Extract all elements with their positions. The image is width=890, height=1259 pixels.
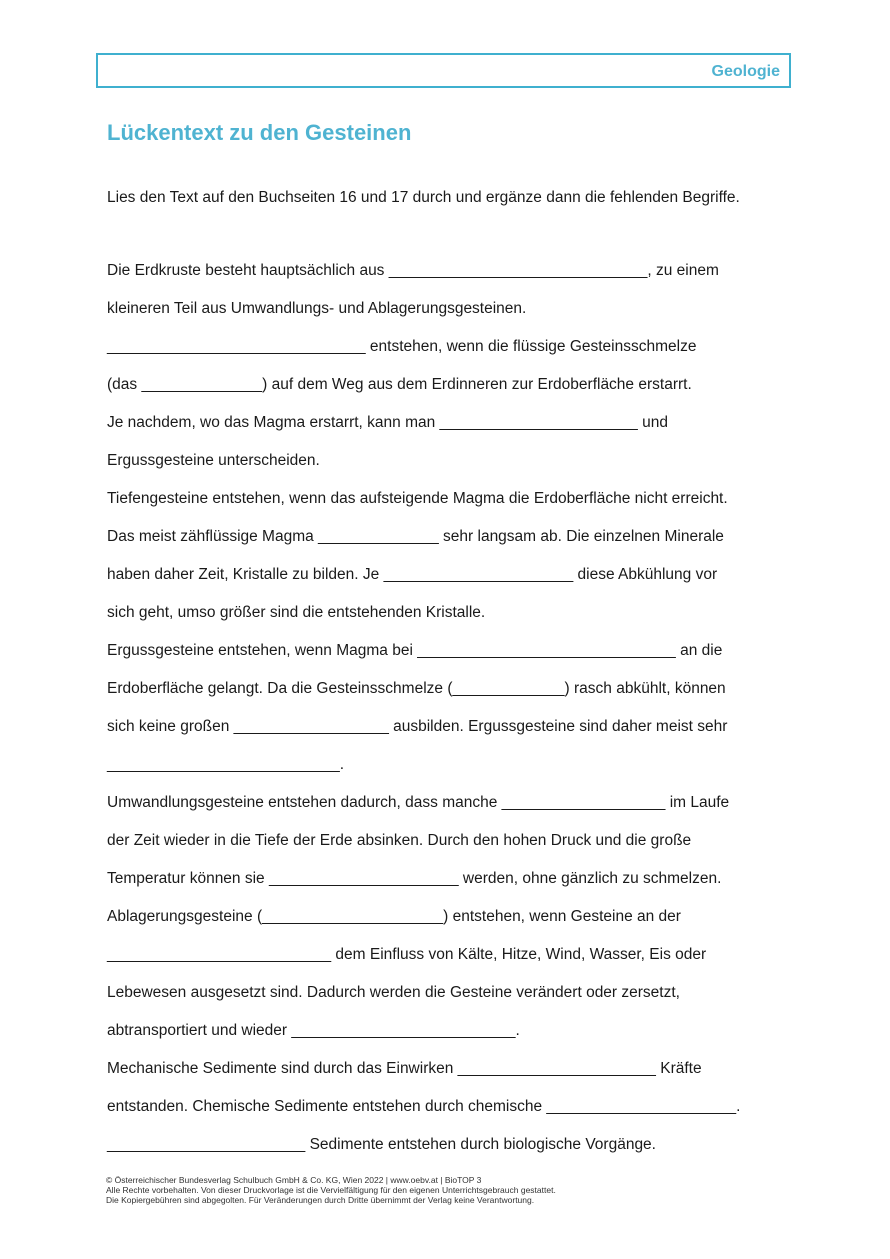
instruction-text: Lies den Text auf den Buchseiten 16 und 17 durch und ergänze dann die fehlenden Begriffe. xyxy=(107,189,740,206)
cloze-line: Ergussgesteine entstehen, wenn Magma bei ______________________________ an die xyxy=(107,642,723,659)
cloze-line: Umwandlungsgesteine entstehen dadurch, dass manche ___________________ im Laufe xyxy=(107,794,730,811)
cloze-line: Erdoberfläche gelangt. Da die Gesteinsschmelze (_____________) rasch abkühlt, können xyxy=(107,680,726,697)
header-box xyxy=(96,53,791,88)
cloze-line: der Zeit wieder in die Tiefe der Erde absinken. Durch den hohen Druck und die große xyxy=(107,832,692,849)
cloze-line: Die Erdkruste besteht hauptsächlich aus ______________________________, zu einem xyxy=(107,262,719,279)
cloze-line: abtransportiert und wieder __________________________. xyxy=(107,1022,520,1039)
cloze-line: Ablagerungsgesteine (_____________________) entstehen, wenn Gesteine an der xyxy=(107,908,681,925)
cloze-line: Mechanische Sedimente sind durch das Einwirken _______________________ Kräfte xyxy=(107,1060,702,1077)
cloze-line: kleineren Teil aus Umwandlungs- und Ablagerungsgesteinen. xyxy=(107,300,527,317)
copyright-footer xyxy=(106,1175,556,1205)
cloze-line: ______________________________ entstehen, wenn die flüssige Gesteinsschmelze xyxy=(107,338,697,355)
cloze-line: Tiefengesteine entstehen, wenn das aufsteigende Magma die Erdoberfläche nicht erreicht. xyxy=(107,490,728,507)
cloze-line: entstanden. Chemische Sedimente entstehen durch chemische ______________________. xyxy=(107,1098,741,1115)
cloze-line: Lebewesen ausgesetzt sind. Dadurch werden die Gesteine verändert oder zersetzt, xyxy=(107,984,680,1001)
cloze-line: haben daher Zeit, Kristalle zu bilden. Je ______________________ diese Abkühlung vor xyxy=(107,566,718,583)
cloze-line: sich geht, umso größer sind die entstehenden Kristalle. xyxy=(107,604,486,621)
cloze-line: _______________________ Sedimente entstehen durch biologische Vorgänge. xyxy=(107,1136,656,1153)
cloze-line: (das ______________) auf dem Weg aus dem Erdinneren zur Erdoberfläche erstarrt. xyxy=(107,376,692,393)
cloze-text xyxy=(107,252,797,1164)
subject-label: Geologie xyxy=(711,63,780,80)
cloze-line: Ergussgesteine unterscheiden. xyxy=(107,452,320,469)
cloze-line: Das meist zähflüssige Magma ______________ sehr langsam ab. Die einzelnen Minerale xyxy=(107,528,724,545)
footer-line: Alle Rechte vorbehalten. Von dieser Druckvorlage ist die Vervielfältigung für den eigenen Unterrichtsgebrauch gestattet. xyxy=(106,1185,556,1195)
cloze-line: sich keine großen __________________ ausbilden. Ergussgesteine sind daher meist sehr xyxy=(107,718,728,735)
cloze-line: ___________________________. xyxy=(107,756,345,773)
worksheet-title: Lückentext zu den Gesteinen xyxy=(107,120,412,145)
cloze-line: __________________________ dem Einfluss von Kälte, Hitze, Wind, Wasser, Eis oder xyxy=(107,946,707,963)
cloze-line: Temperatur können sie ______________________ werden, ohne gänzlich zu schmelzen. xyxy=(107,870,722,887)
footer-line: © Österreichischer Bundesverlag Schulbuch GmbH & Co. KG, Wien 2022 | www.oebv.at | BioTOP 3 xyxy=(106,1175,482,1185)
footer-line: Die Kopiergebühren sind abgegolten. Für Veränderungen durch Dritte übernimmt der Verlag keine Verantwortung. xyxy=(106,1195,535,1205)
cloze-line: Je nachdem, wo das Magma erstarrt, kann man _______________________ und xyxy=(107,414,668,431)
